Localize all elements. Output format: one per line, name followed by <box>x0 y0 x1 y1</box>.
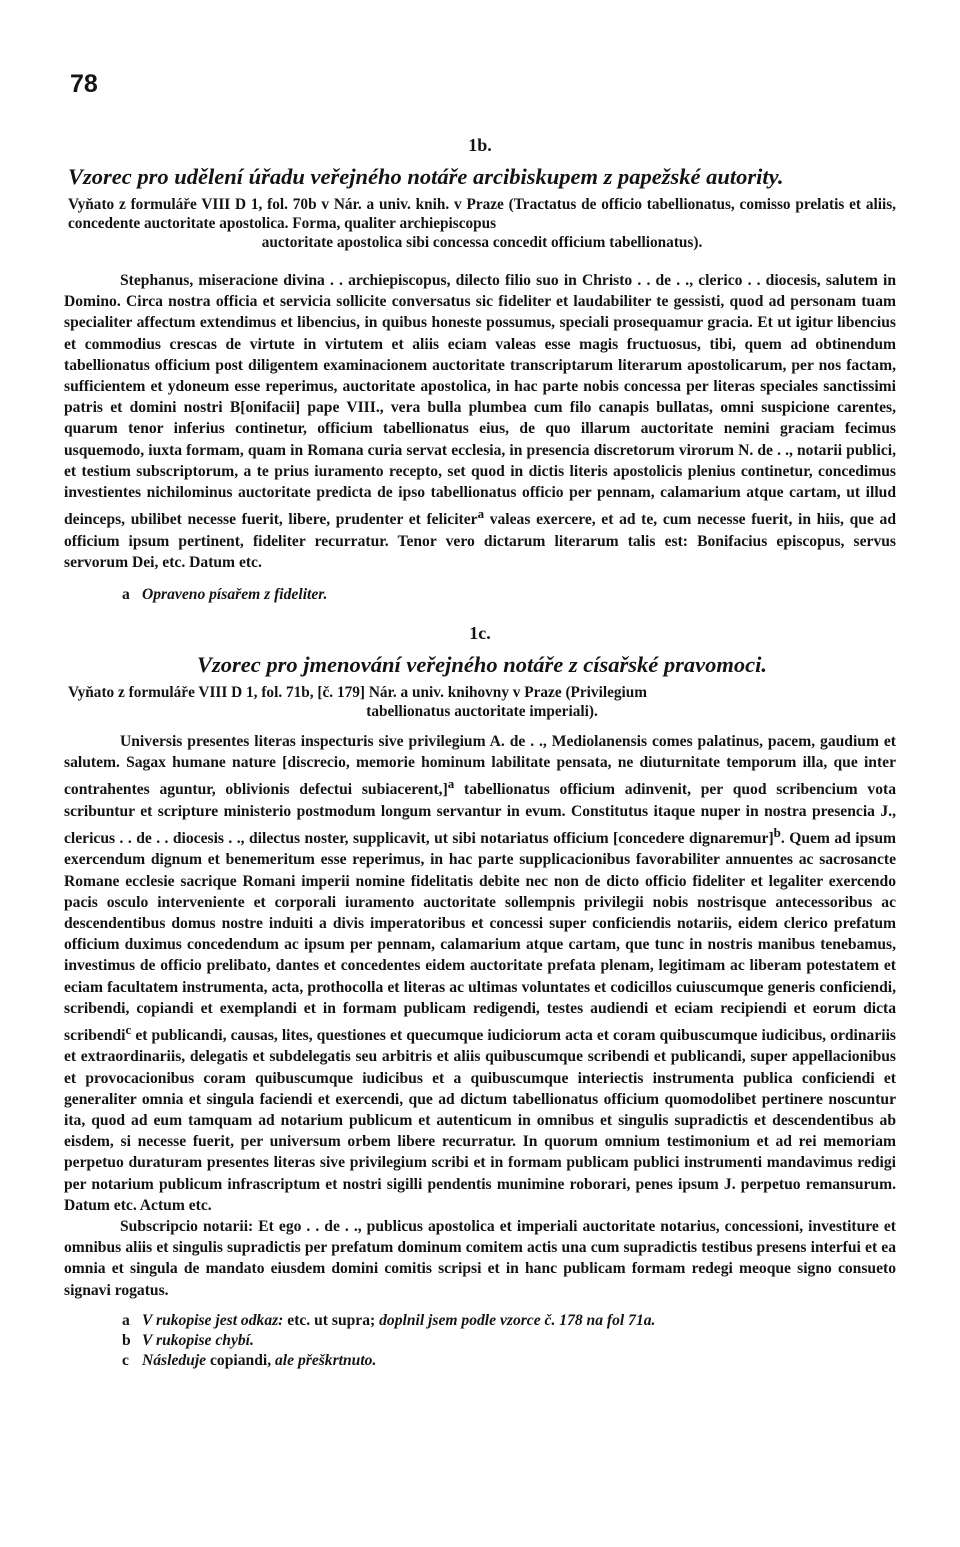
footnote-plain: etc. ut supra; <box>283 1311 376 1329</box>
section-number-1c: 1c. <box>469 623 491 644</box>
document-page <box>64 70 896 1371</box>
footnote-text: Opraveno písařem z fideliter. <box>142 586 328 604</box>
source-line-2: auctoritate apostolica sibi concessa concedit officium tabellionatus). <box>261 234 703 251</box>
footnote-letter: a <box>122 1311 130 1329</box>
footnote-1b <box>64 585 896 605</box>
source-note-1b-tail <box>68 233 896 252</box>
footnote-italic: V rukopise jest odkaz: <box>142 1311 284 1329</box>
footnote-b <box>122 1331 896 1351</box>
charter-text-1c <box>64 731 896 1216</box>
charter-text-1b-main: Stephanus, miseracione divina . . archiepiscopus, dilecto filio suo in Christo . . de . ., clerico . . diocesis, salutem in Domino. Circa nostra officia et servicia sollicite conversatus sic fideliter et laudabiliter te gessisti, quod ad personam tuam specialiter affectum extendimus et libencius, in quibus honeste possumus, speciali prosequamur gracia. Et ut igitur libencius et commodius crescas de virtute in virtutem et aliis eciam valeas esse magis fructuosus, tibi, quem ad obtinendum tabellionatus officium post diligentem examinacionem auctoritate transcriptarum literarum apostolicarum, per nos factam, sufficientem et ydoneum esse reperimus, auctoritate apostolica, in hac parte nobis concessa per literas speciales sanctissimi patris et domini nostri B[onifacii] pape VIII., vera bulla plumbea cum filo canapis bullatas, omni suspicione carentes, quarum tenor inferius continetur, officium tabellionatus eius, de quo illarum auctoritate nemini graciam fecimus usquemodo, iuxta formam, quam in Romana curia servat ecclesia, in presencia discretorum virorum N. de . ., notarii publici, et testium subscriptorum, a te prius iuramento recepto, set quod in dictis literis apostolicis plenius continetur, concedimus investientes nichilominus auctoritate predicta de ipso tabellionatus officio per pennam, calamarium atque cartam, ut illud deinceps, ubilibet necesse fuerit, libere, prudenter et feliciter <box>64 272 896 529</box>
footnote-ref-b: b <box>773 825 781 841</box>
footnote-ref-c: c <box>125 1022 132 1038</box>
footnote-letter: b <box>122 1331 131 1349</box>
footnote-letter: c <box>122 1351 129 1369</box>
footnote-plain: copiandi, <box>206 1351 272 1369</box>
charter-text-1b <box>64 270 896 573</box>
footnote-italic: Následuje <box>142 1351 207 1369</box>
source-note-1c <box>68 683 896 702</box>
footnote-c <box>122 1351 896 1371</box>
footnote-letter: a <box>122 586 130 604</box>
footnote-a <box>122 1311 896 1331</box>
charter-text-1c-part4: et publicandi, causas, lites, questiones et quecumque iudiciorum acta et coram quibuscumque iudicibus, ordinariis et extraordinariis, delegatis et subdelegatis seu arbitris et aliis quibuscumque scribendi et publicandi, super appellacionibus et provocacionibus coram quibuscumque iudicibus et a quibuscumque interiectis instrumenta publica conficiendi et generaliter omnia et singula faciendi et exercendi, que ad dictum tabellionatus officium quomodolibet pertinere noscuntur ita, quod ad eum tamquam ad notarium publicum et autenticum in omnibus et singulis supradictis et descendentibus ab eisdem, si necesse fuerit, per universum orbem libere recurratur. In quorum omnium testimonium et ad rei memoriam perpetuo duraturam presentes literas sive privilegium scribi et in formam publicam publici instrumenti mandavimus redigi per notarium publicum infrascriptum et nostri sigilli pendentis munimine roborari, penes ipsum J. perpetuo remansurum. Datum etc. Actum etc. <box>64 1027 896 1214</box>
notary-subscription: Subscripcio notarii: Et ego . . de . ., publicus apostolica et imperiali auctoritate notarius, concessioni, investiture et omnibus aliis et singulis supradictis per prefatum dominum comitem actis una cum supradictis testibus presens interfui et ea omnia et singula de mandato eiusdem domini comitis scripsi et in hanc publicam formam redegi meoque signo consueto signavi rogatus. <box>64 1218 896 1299</box>
footnote-ref-a: a <box>447 776 455 792</box>
section-title-1c: Vzorec pro jmenování veřejného notáře z císařské pravomoci. <box>197 652 767 678</box>
source-note-1b <box>68 195 896 233</box>
source-line-1: Vyňato z formuláře VIII D 1, fol. 71b, [č. 179] Nár. a univ. knihovny v Praze (Privilegium <box>68 684 648 702</box>
footnotes-1c <box>64 1311 896 1371</box>
section-number-1b: 1b. <box>468 135 492 155</box>
charter-text-1c-part3: . Quem ad ipsum exercendum dignum et benemeritum esse reperimus, in hac parte supplicacionibus favorabiliter annuentes ac sacrosancte Romane ecclesie sacrique Romani imperii nomine fidelitatis debite nec non de dicto officio fideliter et legaliter exercendo pacis osculo interveniente et corporali iuramento auctoritate sollempnis privilegii nobis nostrisque antecessoribus ac descendentibus domus nostre induiti a divis imperatoribus et concessi super conficiendis notariis, eidem clerico prefatum officium duximus concedendum ac ipsum per pennam, calamarium atque cartam, que tunc in nostris manibus tenebamus, investimus de officio prelibato, dantes et concedentes eidem auctoritate prefata plenam, legitimam ac liberam potestatem et eciam facultatem instrumenta, acta, prothocolla et literas ac ultimas voluntates et codicillos cuiuscumque generis conficiendi, scribendi, copiandi et exemplandi et in formam publicam redigendi, testes audiendi et eciam recipiendi et eorum dicta scribendi <box>64 830 896 1045</box>
source-line-2: tabellionatus auctoritate imperiali). <box>366 703 598 721</box>
footnote-ref-a: a <box>477 506 485 522</box>
footnote-italic-2: ale přeškrtnuto. <box>271 1351 377 1369</box>
section-title-1b: Vzorec pro udělení úřadu veřejného notáře arcibiskupem z papežské autority. <box>68 164 784 189</box>
footnote-italic: V rukopise chybí. <box>142 1331 254 1349</box>
page-number: 78 <box>70 70 98 98</box>
source-line-1: Vyňato z formuláře VIII D 1, fol. 70b v Nár. a univ. knih. v Praze (Tractatus de officio tabellionatus, comisso prelatis et aliis, concedente auctoritate apostolica. Forma, qualiter archiepiscopus <box>68 196 896 232</box>
source-note-1c-tail <box>68 702 896 721</box>
charter-text-1b-end: valeas exercere, et ad te, cum necesse fuerit, in hiis, que ad officium ipsum pertinent, fideliter recurratur. Tenor vero dictarum literarum talis est: Bonifacius episcopus, servus servorum Dei, etc. Datum etc. <box>64 511 896 571</box>
charter-text-1c-part2: tabellionatus officium adinvenit, per quod scribencium vota scribuntur et scripture ministerio postmodum longum servantur in evum. Constitutus itaque nuper in nostra presencia J., clericus . . de . . diocesis . ., dilectus noster, supplicavit, ut sibi notariatus officium [concedere dignaremur] <box>64 781 896 848</box>
charter-text-1c-part1: Universis presentes literas inspecturis sive privilegium A. de . ., Mediolanensis comes palatinus, pacem, gaudium et salutem. Sagax humane nature [discrecio, memorie hominum labilitate pensata, ne diuturnitate temporum illa, que inter contrahentes aguntur, oblivionis defectui subiacerent,] <box>64 733 896 799</box>
footnote-italic-2: doplnil jsem podle vzorce č. 178 na fol 71a. <box>375 1311 656 1329</box>
